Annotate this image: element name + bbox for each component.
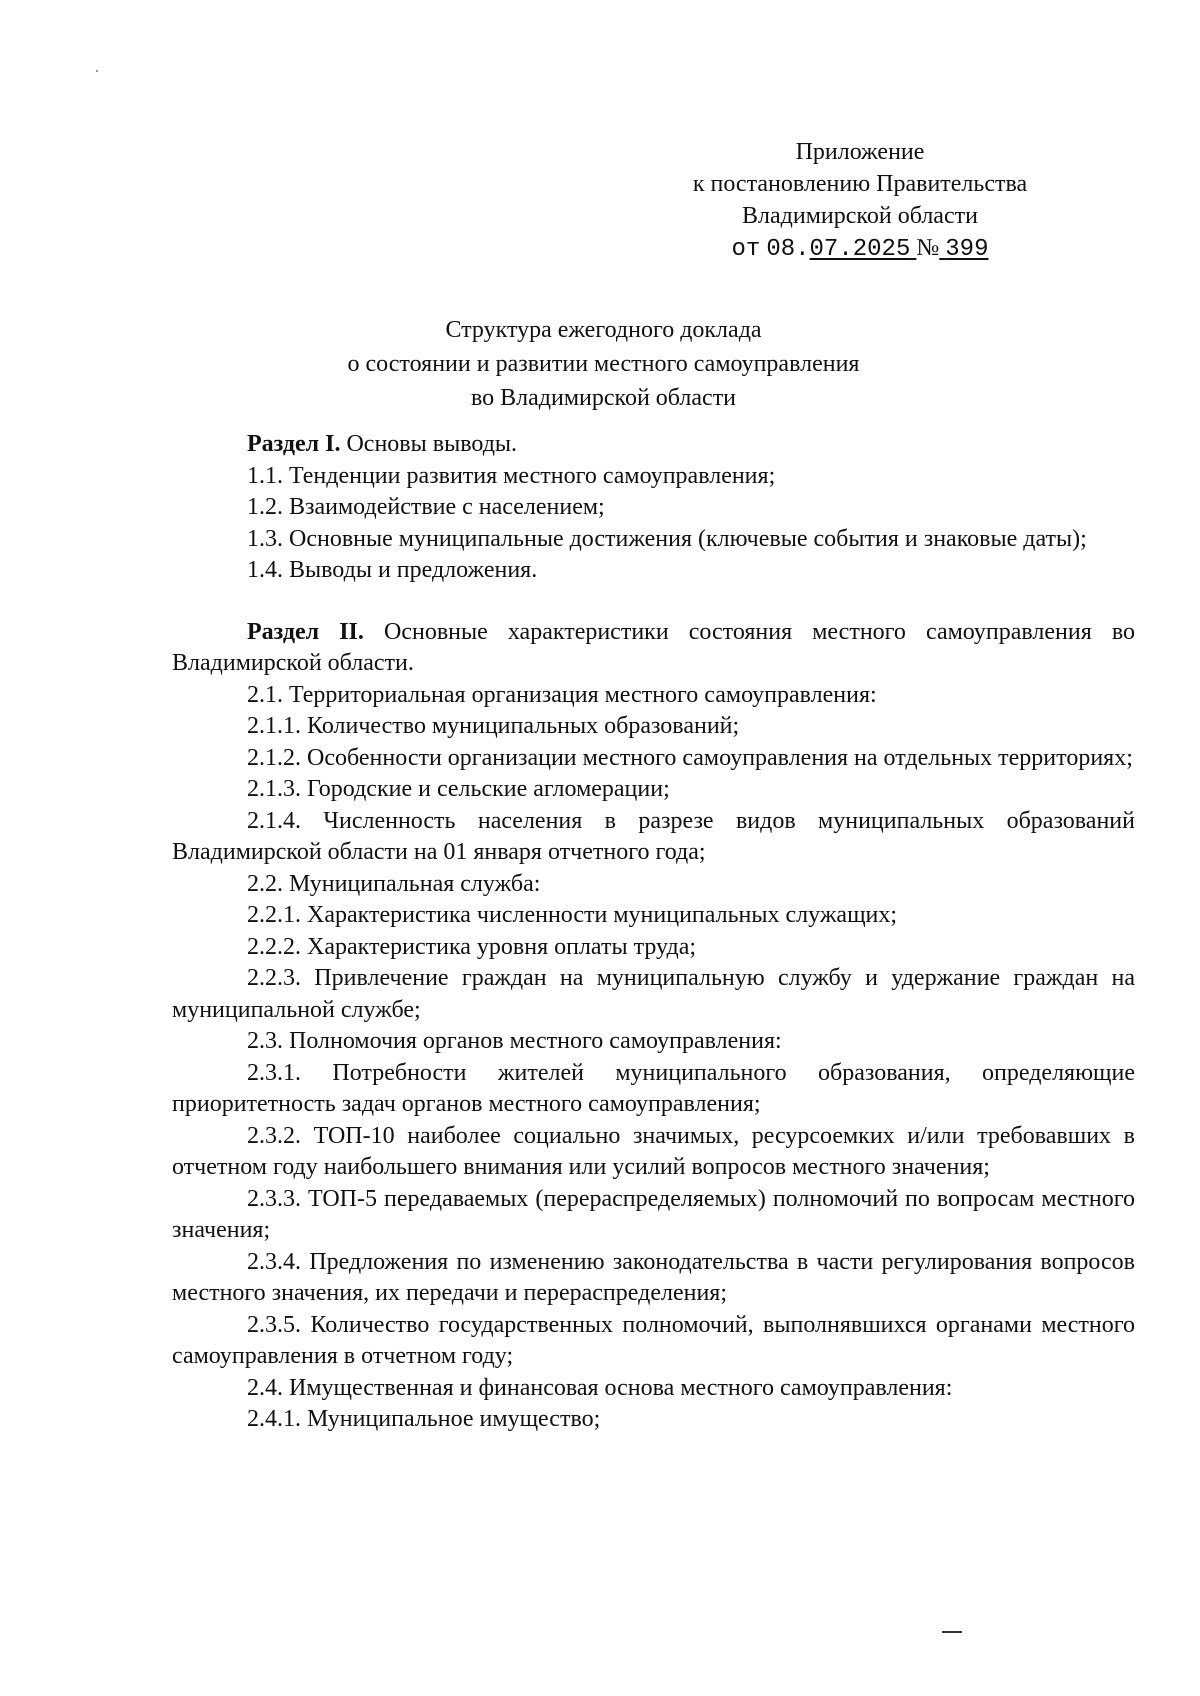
list-item: 1.1. Тенденции развития местного самоуправления; [247, 462, 776, 489]
date-underlined: 07.2025 [809, 236, 911, 263]
section-heading-text: Основные характеристики состояния местного самоуправления во Владимирской области. [172, 618, 1135, 676]
list-item: 2.2.1. Характеристика численности муниципальных служащих; [247, 902, 898, 928]
appendix-line-3: Владимирской области [742, 203, 978, 229]
section-heading-2 [172, 617, 1135, 680]
list-item: 2.4. Имущественная и финансовая основа местного самоуправления: [247, 1374, 953, 1401]
appendix-line-1: Приложение [795, 139, 925, 165]
appendix-line-2: к постановлению Правительства [692, 171, 1028, 197]
list-item: 2.3.5. Количество государственных полномочий, выполнявшихся органами местного самоуправления в отчетном году; [172, 1311, 1135, 1369]
appendix-date-line [640, 232, 1080, 266]
list-item: 1.3. Основные муниципальные достижения (ключевые события и знаковые даты); [247, 525, 1087, 552]
scan-speck [96, 70, 98, 72]
list-item: 2.3.4. Предложения по изменению законодательства в части регулирования вопросов местного значения, их передачи и перераспределения; [172, 1248, 1135, 1306]
list-item: 2.3.1. Потребности жителей муниципального образования, определяющие приоритетность задач органов местного самоуправления; [172, 1059, 1135, 1117]
scan-pen-mark [942, 1631, 962, 1633]
title-line-1: Структура ежегодного доклада [445, 317, 762, 343]
list-item: 2.3.2. ТОП-10 наиболее социально значимых, ресурсоемких и/или требовавших в отчетном году наибольшего внимания или усилий вопросов местного значения; [172, 1122, 1135, 1180]
section-heading-text: Основы выводы. [340, 431, 518, 457]
list-item: 2.1.2. Особенности организации местного самоуправления на отдельных территориях; [247, 744, 1133, 771]
list-item: 2.2.3. Привлечение граждан на муниципальную службу и удержание граждан на муниципальной службе; [172, 965, 1135, 1023]
list-item: 2.1.1. Количество муниципальных образований; [247, 713, 740, 739]
from-label: от [731, 236, 761, 263]
list-item: 1.2. Взаимодействие с населением; [247, 494, 605, 520]
title-line-3: во Владимирской области [470, 385, 737, 411]
document-body [172, 429, 1135, 1436]
section-heading-1 [172, 429, 1135, 461]
list-item: 2.1. Территориальная организация местного самоуправления: [247, 681, 877, 708]
appendix-block [640, 136, 1080, 266]
number-label: № [916, 235, 940, 261]
list-item: 1.4. Выводы и предложения. [247, 557, 538, 583]
list-item: 2.3. Полномочия органов местного самоуправления: [247, 1028, 782, 1054]
list-item: 2.1.3. Городские и сельские агломерации; [247, 776, 670, 802]
document-title [160, 313, 1047, 415]
list-item: 2.2.2. Характеристика уровня оплаты труда; [247, 933, 697, 960]
list-item: 2.4.1. Муниципальное имущество; [247, 1406, 601, 1432]
title-line-2: о состоянии и развитии местного самоуправления [347, 351, 860, 377]
section-label: Раздел II. [247, 618, 364, 645]
list-item: 2.1.4. Численность населения в разрезе видов муниципальных образований Владимирской области на 01 января отчетного года; [172, 807, 1135, 865]
section-label: Раздел I. [247, 431, 341, 457]
list-item: 2.3.3. ТОП-5 передаваемых (перераспределяемых) полномочий по вопросам местного значения; [172, 1185, 1135, 1243]
list-item: 2.2. Муниципальная служба: [247, 870, 541, 897]
document-number: 399 [945, 236, 989, 263]
date-prefix: 08. [766, 236, 810, 263]
